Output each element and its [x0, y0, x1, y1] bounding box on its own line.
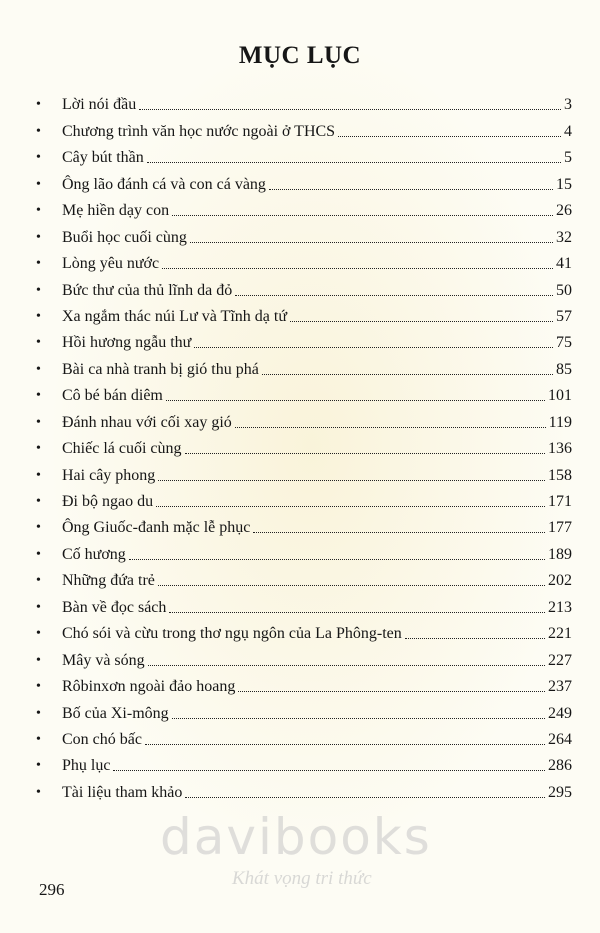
toc-entry — [36, 696, 572, 722]
toc-entry-page: 119 — [548, 413, 572, 431]
bullet-icon: • — [36, 229, 41, 245]
toc-entry-title: Chiếc lá cuối cùng — [62, 440, 182, 458]
bullet-icon: • — [36, 784, 41, 800]
toc-entry-page: 189 — [548, 545, 572, 563]
toc-entry-page: 3 — [564, 96, 572, 114]
watermark-brand: davibooks — [160, 808, 432, 866]
dot-leader — [158, 585, 545, 586]
toc-entry-title: Rôbinxơn ngoài đảo hoang — [62, 678, 236, 696]
toc-entry-title: Cây bút thần — [62, 149, 144, 167]
bullet-icon: • — [36, 626, 41, 642]
toc-entry — [36, 511, 572, 537]
page-title: MỤC LỤC — [238, 42, 362, 69]
watermark-slogan: Khát vọng tri thức — [232, 868, 372, 889]
bullet-icon: • — [36, 652, 41, 668]
toc-entry-title: Bức thư của thủ lĩnh da đỏ — [62, 281, 233, 299]
toc-entry-title: Bài ca nhà tranh bị gió thu phá — [62, 360, 259, 378]
toc-entry-title: Hai cây phong — [62, 466, 156, 484]
dot-leader — [185, 453, 545, 454]
toc-entry-title: Con chó bấc — [62, 730, 142, 748]
toc-entry — [36, 670, 572, 696]
toc-entry-page: 264 — [548, 730, 572, 748]
dot-leader — [139, 109, 561, 110]
dot-leader — [238, 691, 545, 692]
bullet-icon: • — [36, 203, 41, 219]
toc-entry — [36, 247, 572, 273]
toc-entry-page: 177 — [548, 519, 572, 537]
toc-entry — [36, 194, 572, 220]
toc-entry-title: Buổi học cuối cùng — [62, 228, 187, 246]
toc-entry-page: 57 — [556, 307, 572, 325]
toc-entry-page: 26 — [556, 202, 572, 220]
toc-entry-page: 136 — [548, 440, 572, 458]
toc-entry-title: Ông Giuốc-đanh mặc lễ phục — [62, 519, 251, 537]
toc-entry-title: Phụ lục — [62, 757, 111, 775]
toc-entry-page: 75 — [556, 334, 572, 352]
toc-entry-title: Mẹ hiền dạy con — [62, 202, 170, 220]
toc-entry — [36, 749, 572, 775]
toc-entry-title: Chương trình văn học nước ngoài ở THCS — [62, 122, 336, 140]
toc-entry — [36, 564, 572, 590]
toc-entry-title: Đi bộ ngao du — [62, 493, 154, 510]
bullet-icon: • — [36, 494, 41, 509]
toc-entry-page: 158 — [548, 466, 572, 484]
dot-leader — [269, 189, 553, 190]
bullet-icon: • — [36, 361, 41, 377]
toc-entry-page: 41 — [556, 255, 572, 273]
dot-leader — [172, 215, 553, 216]
toc-entry — [36, 88, 572, 114]
toc-entry — [36, 458, 572, 484]
dot-leader — [262, 374, 553, 375]
table-of-contents — [36, 88, 572, 802]
toc-entry-title: Những đứa trẻ — [62, 572, 155, 590]
dot-leader — [185, 797, 545, 798]
toc-entry-page: 85 — [556, 360, 572, 378]
toc-entry — [36, 326, 572, 352]
toc-entry — [36, 300, 572, 326]
bullet-icon: • — [36, 546, 41, 562]
bullet-icon: • — [36, 679, 41, 695]
toc-entry-title: Cô bé bán diêm — [62, 387, 163, 405]
toc-entry-title: Mây và sóng — [62, 651, 145, 669]
toc-entry — [36, 379, 572, 405]
watermark — [160, 808, 460, 889]
toc-entry — [36, 432, 572, 458]
toc-entry-page: 249 — [548, 704, 572, 722]
toc-entry — [36, 352, 572, 378]
dot-leader — [194, 347, 553, 348]
bullet-icon: • — [36, 467, 41, 483]
dot-leader — [290, 321, 553, 322]
dot-leader — [129, 559, 545, 560]
toc-entry-page: 295 — [548, 783, 572, 801]
toc-entry-title: Hồi hương ngẫu thư — [62, 334, 192, 352]
toc-entry-page: 32 — [556, 228, 572, 246]
toc-entry-title: Lòng yêu nước — [62, 255, 160, 273]
bullet-icon: • — [36, 335, 41, 351]
bullet-icon: • — [36, 414, 41, 430]
toc-entry — [36, 405, 572, 431]
toc-entry — [36, 220, 572, 246]
toc-entry-page: 171 — [548, 493, 572, 510]
dot-leader — [235, 295, 553, 296]
toc-entry — [36, 141, 572, 167]
toc-entry-page: 221 — [548, 625, 572, 643]
bullet-icon: • — [36, 573, 41, 589]
toc-entry-page: 213 — [548, 598, 572, 616]
toc-entry — [36, 590, 572, 616]
toc-entry — [36, 617, 572, 643]
bullet-icon: • — [36, 256, 41, 272]
toc-entry-page: 286 — [548, 757, 572, 775]
dot-leader — [338, 136, 561, 137]
toc-entry — [36, 167, 572, 193]
dot-leader — [145, 744, 545, 745]
bullet-icon: • — [36, 308, 41, 324]
toc-entry-page: 50 — [556, 281, 572, 299]
toc-entry-page: 227 — [548, 651, 572, 669]
toc-entry-title: Cố hương — [62, 545, 126, 563]
toc-entry — [36, 723, 572, 749]
toc-entry-page: 202 — [548, 572, 572, 590]
dot-leader — [405, 638, 545, 639]
dot-leader — [113, 770, 545, 771]
toc-entry-page: 15 — [556, 175, 572, 193]
bullet-icon: • — [36, 520, 41, 536]
bullet-icon: • — [36, 705, 41, 721]
toc-entry-title: Bố của Xi-mông — [62, 704, 169, 722]
dot-leader — [166, 400, 545, 401]
bullet-icon: • — [36, 176, 41, 192]
bullet-icon: • — [36, 758, 41, 774]
toc-entry — [36, 114, 572, 140]
dot-leader — [253, 532, 545, 533]
toc-entry — [36, 273, 572, 299]
bullet-icon: • — [36, 150, 41, 166]
toc-entry-title: Tài liệu tham khảo — [62, 783, 183, 801]
toc-entry-page: 101 — [548, 387, 572, 405]
toc-entry-title: Xa ngắm thác núi Lư và Tĩnh dạ tứ — [62, 307, 287, 325]
bullet-icon: • — [36, 123, 41, 139]
dot-leader — [169, 612, 545, 613]
toc-entry-title: Ông lão đánh cá và con cá vàng — [62, 175, 266, 193]
bullet-icon: • — [36, 97, 41, 113]
bullet-icon: • — [36, 599, 41, 615]
toc-entry-page: 4 — [564, 122, 572, 140]
toc-entry-title: Bàn về đọc sách — [62, 598, 167, 616]
bullet-icon: • — [36, 441, 41, 457]
toc-entry-title: Đánh nhau với cối xay gió — [62, 413, 232, 431]
dot-leader — [172, 718, 545, 719]
toc-entry-title: Lời nói đầu — [62, 96, 137, 114]
dot-leader — [158, 480, 545, 481]
dot-leader — [190, 242, 553, 243]
dot-leader — [148, 665, 545, 666]
bullet-icon: • — [36, 388, 41, 404]
toc-entry — [36, 643, 572, 669]
toc-entry — [36, 537, 572, 563]
dot-leader — [156, 506, 545, 507]
toc-entry-page: 237 — [548, 678, 572, 696]
dot-leader — [235, 427, 546, 428]
toc-entry-page: 5 — [564, 149, 572, 167]
dot-leader — [162, 268, 553, 269]
toc-entry — [36, 485, 572, 511]
toc-entry-title: Chó sói và cừu trong thơ ngụ ngôn của La Phông-ten — [62, 625, 402, 643]
bullet-icon: • — [36, 282, 41, 298]
dot-leader — [147, 162, 561, 163]
toc-entry — [36, 775, 572, 801]
page-number: 296 — [39, 880, 65, 899]
bullet-icon: • — [36, 731, 41, 747]
